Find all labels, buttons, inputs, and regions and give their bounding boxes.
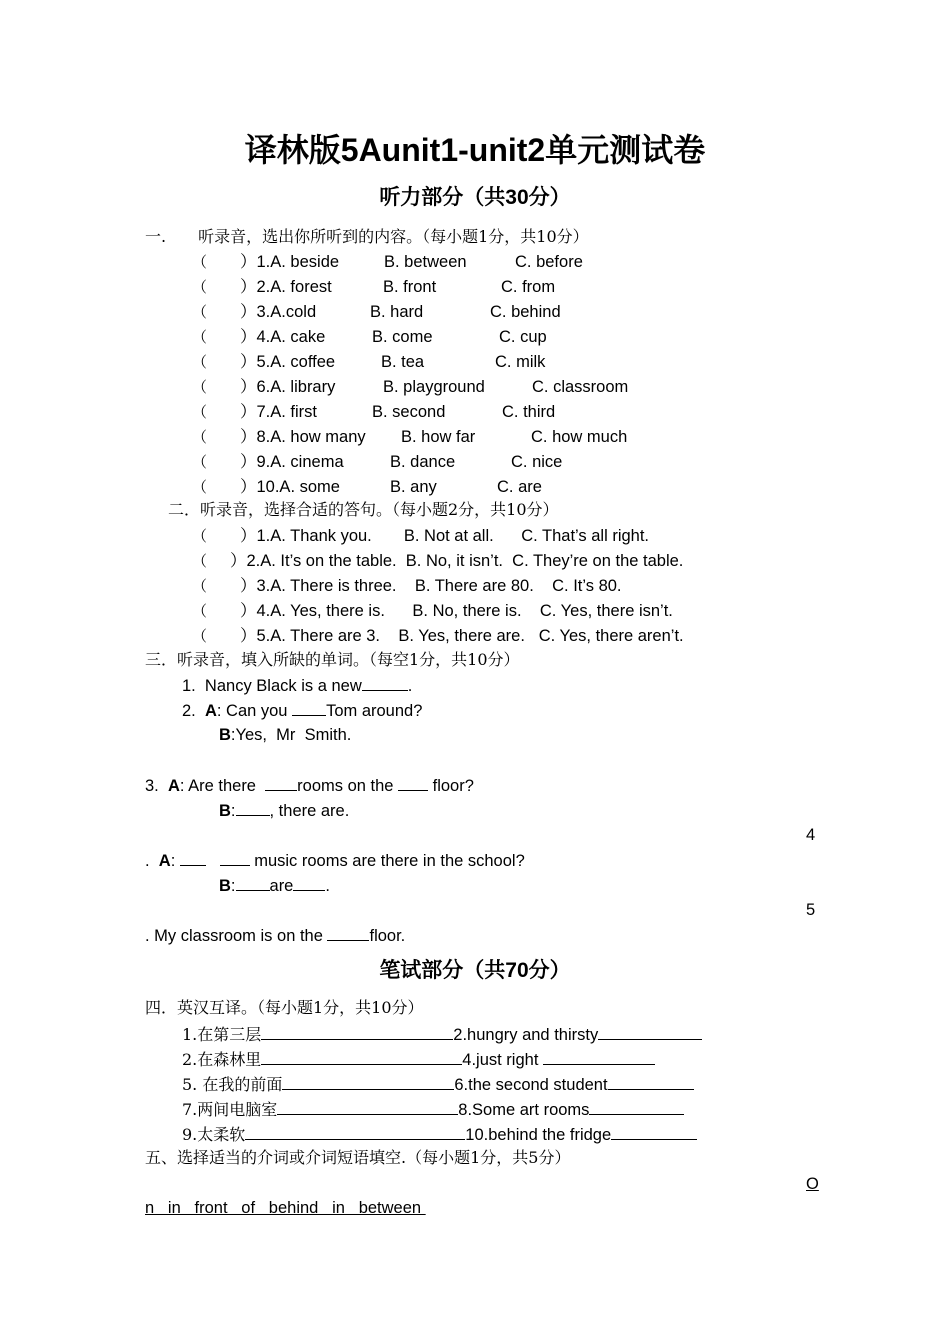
option-b: B. hard (370, 303, 424, 321)
part4-row: 9.太柔软 10.behind the fridge (182, 1124, 697, 1145)
response-options: ）3.A. There is three. B. There are 80. C. It’s 80. (240, 577, 622, 595)
option-c: C. how much (531, 428, 628, 446)
answer-paren[interactable]: （ (192, 328, 208, 346)
option-b: B. tea (381, 353, 425, 371)
part5-instruction: 五、选择适当的介词或介词短语填空.（每小题1分，共5分） (145, 1148, 571, 1167)
answer-paren[interactable]: （ (192, 478, 208, 496)
option-a: ）3.A.cold (240, 303, 317, 321)
answer-blank[interactable] (261, 1049, 462, 1065)
option-b: B. second (372, 403, 446, 421)
response-options: ）2.A. It’s on the table. B. No, it isn’t. C. They’re on the table. (230, 552, 684, 570)
answer-paren[interactable]: （ (192, 428, 208, 446)
part3-q4: . A: music rooms are there in the school? (145, 852, 525, 870)
answer-blank[interactable] (327, 925, 369, 941)
part4-row: 2.在森林里 4.just right (182, 1049, 655, 1070)
part3-q5: . My classroom is on the floor. (145, 927, 406, 945)
part4-row: 5. 在我的前面 6.the second student (182, 1074, 694, 1095)
answer-blank[interactable] (265, 775, 297, 791)
listening-heading: 听力部分（共30分） (379, 186, 571, 209)
answer-blank[interactable] (608, 1074, 694, 1090)
answer-paren[interactable]: （ (192, 403, 208, 421)
option-a: ）10.A. some (240, 478, 340, 496)
response-options: ）1.A. Thank you. B. Not at all. C. That’s all right. (240, 527, 650, 545)
answer-paren[interactable]: （ (192, 303, 208, 321)
part3-instruction: 三．听录音，填入所缺的单词。（每空1分，共10分） (145, 650, 520, 669)
answer-paren[interactable]: （ (192, 278, 208, 296)
option-c: C. nice (511, 453, 563, 471)
word-bank: n in front of behind in between (145, 1199, 426, 1217)
option-c: C. classroom (532, 378, 629, 396)
answer-blank[interactable] (236, 800, 270, 816)
answer-paren[interactable]: （ (192, 453, 208, 471)
response-options: ）4.A. Yes, there is. B. No, there is. C. Yes, there isn’t. (240, 602, 673, 620)
response-options: ）5.A. There are 3. B. Yes, there are. C. Yes, there aren’t. (240, 627, 684, 645)
option-a: ）8.A. how many (240, 428, 366, 446)
part4-row: 7.两间电脑室 8.Some art rooms (182, 1099, 684, 1120)
option-c: C. behind (490, 303, 561, 321)
answer-paren[interactable]: （ (192, 627, 208, 645)
answer-paren[interactable]: （ (192, 253, 208, 271)
answer-blank[interactable] (598, 1024, 702, 1040)
part3-q2-reply: B:Yes, Mr Smith. (219, 726, 352, 744)
option-b: B. between (384, 253, 467, 271)
word-bank-first-letter: O (806, 1175, 819, 1193)
option-b: B. how far (401, 428, 476, 446)
part4-row: 1.在第三层 2.hungry and thirsty (182, 1024, 702, 1045)
answer-blank[interactable] (245, 1124, 465, 1140)
part3-q5-number: 5 (806, 901, 816, 919)
part3-q1: 1. Nancy Black is a new . (182, 677, 413, 695)
written-heading: 笔试部分（共70分） (379, 959, 571, 982)
option-c: C. cup (499, 328, 547, 346)
option-a: ）1.A. beside (240, 253, 340, 271)
part4-instruction: 四．英汉互译。（每小题1分，共10分） (145, 998, 424, 1017)
option-b: B. come (372, 328, 433, 346)
option-a: ）7.A. first (240, 403, 318, 421)
option-b: B. dance (390, 453, 456, 471)
answer-blank[interactable] (543, 1049, 655, 1065)
option-a: ）2.A. forest (240, 278, 332, 296)
option-a: ）5.A. coffee (240, 353, 336, 371)
option-b: B. playground (383, 378, 485, 396)
answer-paren[interactable]: （ (192, 602, 208, 620)
answer-blank[interactable] (277, 1099, 458, 1115)
part3-q3: 3. A: Are there rooms on the floor? (145, 777, 474, 795)
answer-paren[interactable]: （ (192, 577, 208, 595)
option-c: C. third (502, 403, 556, 421)
answer-blank[interactable] (293, 875, 325, 891)
answer-blank[interactable] (220, 850, 250, 866)
answer-blank[interactable] (261, 1024, 453, 1040)
answer-paren[interactable]: （ (192, 353, 208, 371)
answer-blank[interactable] (180, 850, 206, 866)
part3-q3-reply: B: , there are. (219, 802, 350, 820)
option-c: C. milk (495, 353, 546, 371)
answer-blank[interactable] (362, 675, 408, 691)
part1-instruction: 一. 听录音，选出你所听到的内容。（每小题1分，共10分） (145, 227, 589, 246)
option-a: ）6.A. library (240, 378, 336, 396)
part2-instruction: 二．听录音，选择合适的答句。（每小题2分，共10分） (168, 500, 559, 519)
answer-paren[interactable]: （ (192, 552, 208, 570)
option-c: C. before (515, 253, 583, 271)
part3-q2: 2. A: Can you Tom around? (182, 702, 423, 720)
answer-blank[interactable] (398, 775, 428, 791)
answer-blank[interactable] (611, 1124, 697, 1140)
page-title: 译林版5Aunit1-unit2单元测试卷 (244, 132, 706, 168)
option-b: B. front (383, 278, 437, 296)
option-a: ）4.A. cake (240, 328, 326, 346)
option-c: C. are (497, 478, 542, 496)
answer-paren[interactable]: （ (192, 378, 208, 396)
answer-blank[interactable] (236, 875, 270, 891)
answer-blank[interactable] (589, 1099, 684, 1115)
answer-blank[interactable] (282, 1074, 454, 1090)
option-a: ）9.A. cinema (240, 453, 344, 471)
part3-q4-reply: B: are . (219, 877, 330, 895)
answer-paren[interactable]: （ (192, 527, 208, 545)
option-b: B. any (390, 478, 437, 496)
answer-blank[interactable] (292, 700, 326, 716)
part3-q4-number: 4 (806, 826, 816, 844)
option-c: C. from (501, 278, 556, 296)
